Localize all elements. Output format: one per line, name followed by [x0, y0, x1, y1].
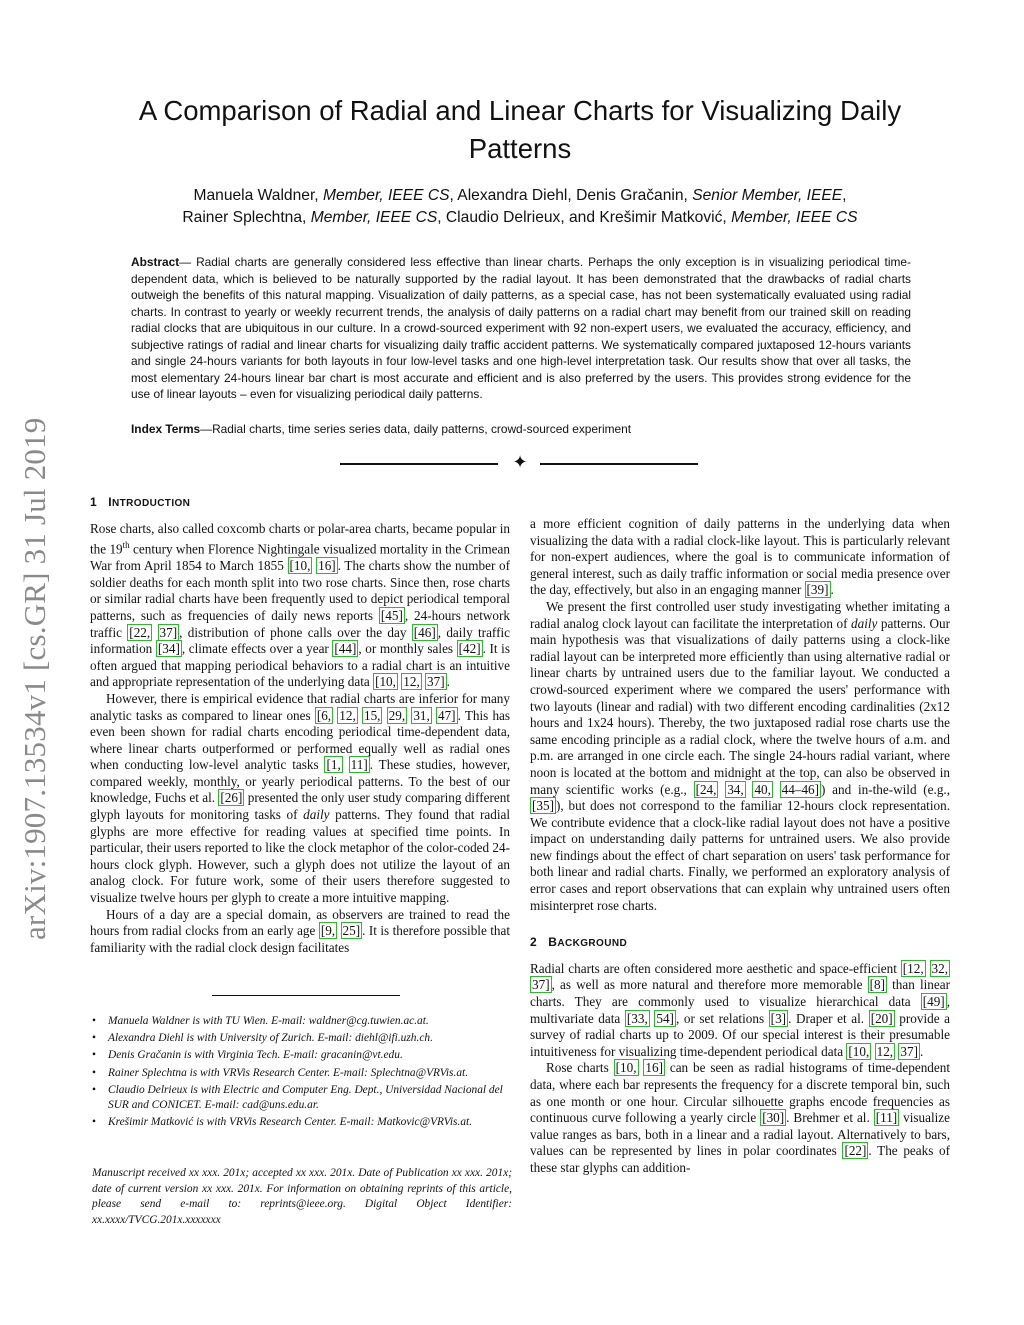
intro-paragraph-5: We present the first controlled user study investigating whether imitating a radial analog clock layout can facilitate the interpretation of daily patterns. Our main hypothesis was that visualizations of daily patterns using a clock-like radial layout can be interpreted more efficiently than using alternative radial or linear charts by untrained users due to the familiar layout. We conducted a crowd-sourced experiment where we compared the users' performance with two layouts (linear and radial) with two different encoding cardinalities (2x12 hours and 1x24 hours). Thereby, the two juxtaposed radial rose charts use the same encoding principle as a radial clock, where the twelve hours of a.m. and p.m. are arranged in one circle each. The single 24-hours radial variant, where noon is located at the bottom and midnight at the top, can also be observed in many scientific works (e.g., [24, 34, 40, 44–46] ) and in-the-wild (e.g., [35] ), but does not correspond to the familiar 12-hours clock representation. We contribute evidence that a clock-like radial layout does not have a positive impact on understanding daily patterns for untrained users. We also provide new findings about the effect of chart separation on users' task performance for both linear and radial charts. Finally, we performed an exploratory analysis of error cases and report observations that can explain why untrained users often misinterpret rose charts. [530, 598, 951, 913]
author-role: Member, IEEE CS [322, 187, 450, 204]
footnote-item: • Krešimir Matković is with VRVis Research Center. E-mail: Matkovic@VRVis.at. [92, 1116, 473, 1129]
index-terms-text: Radial charts, time series series data, daily patterns, crowd-sourced experiment [212, 422, 632, 436]
arxiv-identifier-stamp: arXiv:1907.13534v1 [cs.GR] 31 Jul 2019 [17, 417, 52, 940]
footnote-item: • Rainer Splechtna is with VRVis Research Center. E-mail: Splechtna@VRVis.at. [92, 1066, 469, 1079]
author-list: Manuela Waldner, Member, IEEE CS, Alexandra Diehl, Denis Gračanin, Senior Member, IEEE, Rainer Splechtna, Member, IEEE CS, Claudio Delrieux, and Krešimir Matković, Member, IEEE CS [182, 187, 858, 226]
section-divider [340, 452, 700, 473]
footnote-item: • Alexandra Diehl is with University of Zurich. E-mail: diehl@ifi.uzh.ch. [92, 1032, 433, 1045]
author-affiliations [92, 1014, 512, 1132]
author-name: Alexandra Diehl [457, 187, 568, 204]
paper-title: A Comparison of Radial and Linear Charts for Visualizing Daily Patterns [138, 95, 902, 164]
footnote-item: • Denis Gračanin is with Virginia Tech. E-mail: gracanin@vt.edu. [92, 1049, 403, 1062]
abstract-label: Abstract [131, 255, 180, 269]
author-role: Senior Member, IEEE [692, 187, 843, 204]
author-role: Member, IEEE CS [310, 209, 438, 226]
intro-paragraph-4: a more efficient cognition of daily patterns in the underlying data when visualizing the data with a radial clock-like layout. This is particularly relevant for non-expert audiences, where the goal is to communicate information of general interest, such as daily traffic information or social media presence over the day, effectively, but also in an engaging manner [39] . [530, 516, 950, 598]
index-terms-label: Index Terms [131, 422, 201, 436]
intro-paragraph-1: Rose charts, also called coxcomb charts or polar-area charts, became popular in the 19th century when Florence Nightingale visualized mortality in the Crimean War from April 1854 to March 1855 [10, 16] . The charts show the number of soldier deaths for each month split into two rose charts. Since then, rose charts or similar radial charts have been frequently used to depict periodical temporal patterns, such as frequencies of daily news reports [45] , 24-hours network traffic [22, 37] , distribution of phone calls over the day [46] , daily traffic information [34] , climate effects over a year [44] , or monthly sales [42] . It is often argued that mapping periodical behaviors to a radial chart is an intuitive and appropriate representation of the underlying data [10, 12, 37] . [90, 520, 510, 690]
left-column [90, 494, 510, 956]
divider-star-icon: ✦ [512, 452, 528, 473]
right-column [530, 516, 950, 1177]
abstract-text: Radial charts are generally considered less effective than linear charts. Perhaps the only exception is in visualizing periodical time-dependent data, which is believed to be naturally supported by the radial layout. It has been demonstrated that the drawbacks of radial charts outweigh the benefits of this natural mapping. Visualization of daily patterns, as a special case, has not been systematically evaluated using radial charts. In contrast to yearly or weekly recurrent trends, the analysis of daily patterns on a radial chart may benefit from our trained skill on reading radial clocks that are ubiquitous in our culture. In a crowd-sourced experiment with 92 non-expert users, we evaluated the accuracy, efficiency, and subjective ratings of radial and linear charts for visualizing daily traffic accident patterns. We systematically compared juxtaposed 12-hours variants and single 24-hours variants for both layouts in four low-level tasks and one high-level interpretation task. Our results show that over all tasks, the most elementary 24-hours linear bar chart is most accurate and efficient and is also preferred by the users. This provides strong evidence for the use of linear layouts – even for visualizing periodical daily patterns. [131, 255, 911, 401]
footnote-item: • Manuela Waldner is with TU Wien. E-mail: waldner@cg.tuwien.ac.at. [92, 1015, 429, 1027]
author-name: Denis Gračanin [576, 187, 684, 204]
background-paragraph-1: Radial charts are often considered more aesthetic and space-efficient [12, 32, 37] , as well as more natural and therefore more memorable [8] than linear charts. They are commonly used to visualize hierarchical data [49] , multivariate data [33, 54] , or set relations [3] . Draper et al. [20] provide a survey of radial charts up to 2009. Of our special interest is their presumable intuitiveness for visualizing time-dependent periodical data [10, 12, 37] . [530, 960, 950, 1059]
abstract: Abstract— Radial charts are generally considered less effective than linear charts. Perhaps the only exception is in visualizing periodical time-dependent data, which is believed to be naturally supported by the radial layout. It has been demonstrated that the drawbacks of radial charts outweigh the benefits of this natural mapping. Visualization of daily patterns, as a special case, has not been systematically evaluated using radial charts. In contrast to yearly or weekly recurrent trends, the analysis of daily patterns on a radial chart may benefit from our trained skill on reading radial clocks that are ubiquitous in our culture. In a crowd-sourced experiment with 92 non-expert users, we evaluated the accuracy, efficiency, and subjective ratings of radial and linear charts for visualizing daily traffic accident patterns. We systematically compared juxtaposed 12-hours variants and single 24-hours variants for both layouts in four low-level tasks and one high-level interpretation task. Our results show that over all tasks, the most elementary 24-hours linear bar chart is most accurate and efficient and is also preferred by the users. This provides strong evidence for the use of linear layouts – even for visualizing periodical daily patterns. [131, 255, 911, 401]
author-role: Member, IEEE CS [731, 209, 858, 226]
section-heading-introduction: 1 INTRODUCTION [90, 495, 191, 509]
intro-paragraph-2: However, there is empirical evidence that radial charts are inferior for many analytic tasks as compared to linear ones [6, 12, 15, 29, 31, 47] . This has even been shown for radial charts encoding periodical time-dependent data, where linear charts outperformed or performed equally well as radial ones when conducting low-level analytic tasks [1, 11] . These studies, however, compared weekly, monthly, or yearly periodical patterns. To the best of our knowledge, Fuchs et al. [26] presented the only user study comparing different glyph layouts for monitoring tasks of daily patterns. They found that radial glyphs are more effective for reading values at specified time points. In particular, their users reported to like the clock metaphor of the color-coded 24-hours clock glyph. However, such a glyph does not utilize the layout of an analog clock. For future work, some of their users therefore suggested to visualize twelve hours per glyph to create a more intuitive mapping. [90, 690, 511, 906]
manuscript-note: Manuscript received xx xxx. 201x; accepted xx xxx. 201x. Date of Publication xx xxx. 201x; date of current version xx xxx. 201x. For information on obtaining reprints of this article, please send e-mail to: reprints@ieee.org. Digital Object Identifier: xx.xxxx/TVCG.201x.xxxxxxx [92, 1167, 512, 1226]
index-terms: Index Terms—Radial charts, time series series data, daily patterns, crowd-sourced experiment [131, 422, 632, 436]
background-paragraph-2: Rose charts [10, 16] can be seen as radial histograms of time-dependent data, where each bar represents the frequency for a discrete temporal bin, such as one month or one hour. Circular silhouette graphs encode frequencies as continuous curve following a yearly circle [30] . Brehmer et al. [11] visualize value ranges as bars, both in a linear and a radial layout. Alternatively to bars, values can be represented by lines in polar coordinates [22] . The peaks of these star glyphs can addition- [530, 1060, 951, 1175]
intro-paragraph-3: Hours of a day are a special domain, as observers are trained to read the hours from radial clocks from an early age [9, 25] . It is therefore possible that familiarity with the radial clock design facilitates [90, 906, 511, 955]
author-name: Krešimir Matković [599, 209, 723, 226]
footnote-item: • Claudio Delrieux is with Electric and Computer Eng. Dept., Universidad Nacional del SUR and CONICET. E-mail: cad@uns.edu.ar. [92, 1083, 503, 1112]
author-name: Manuela Waldner [193, 187, 315, 204]
author-name: Rainer Splechtna [182, 209, 303, 226]
section-heading-background: 2 BACKGROUND [530, 935, 628, 950]
footnote-separator [212, 995, 400, 996]
author-name: Claudio Delrieux [445, 209, 561, 226]
